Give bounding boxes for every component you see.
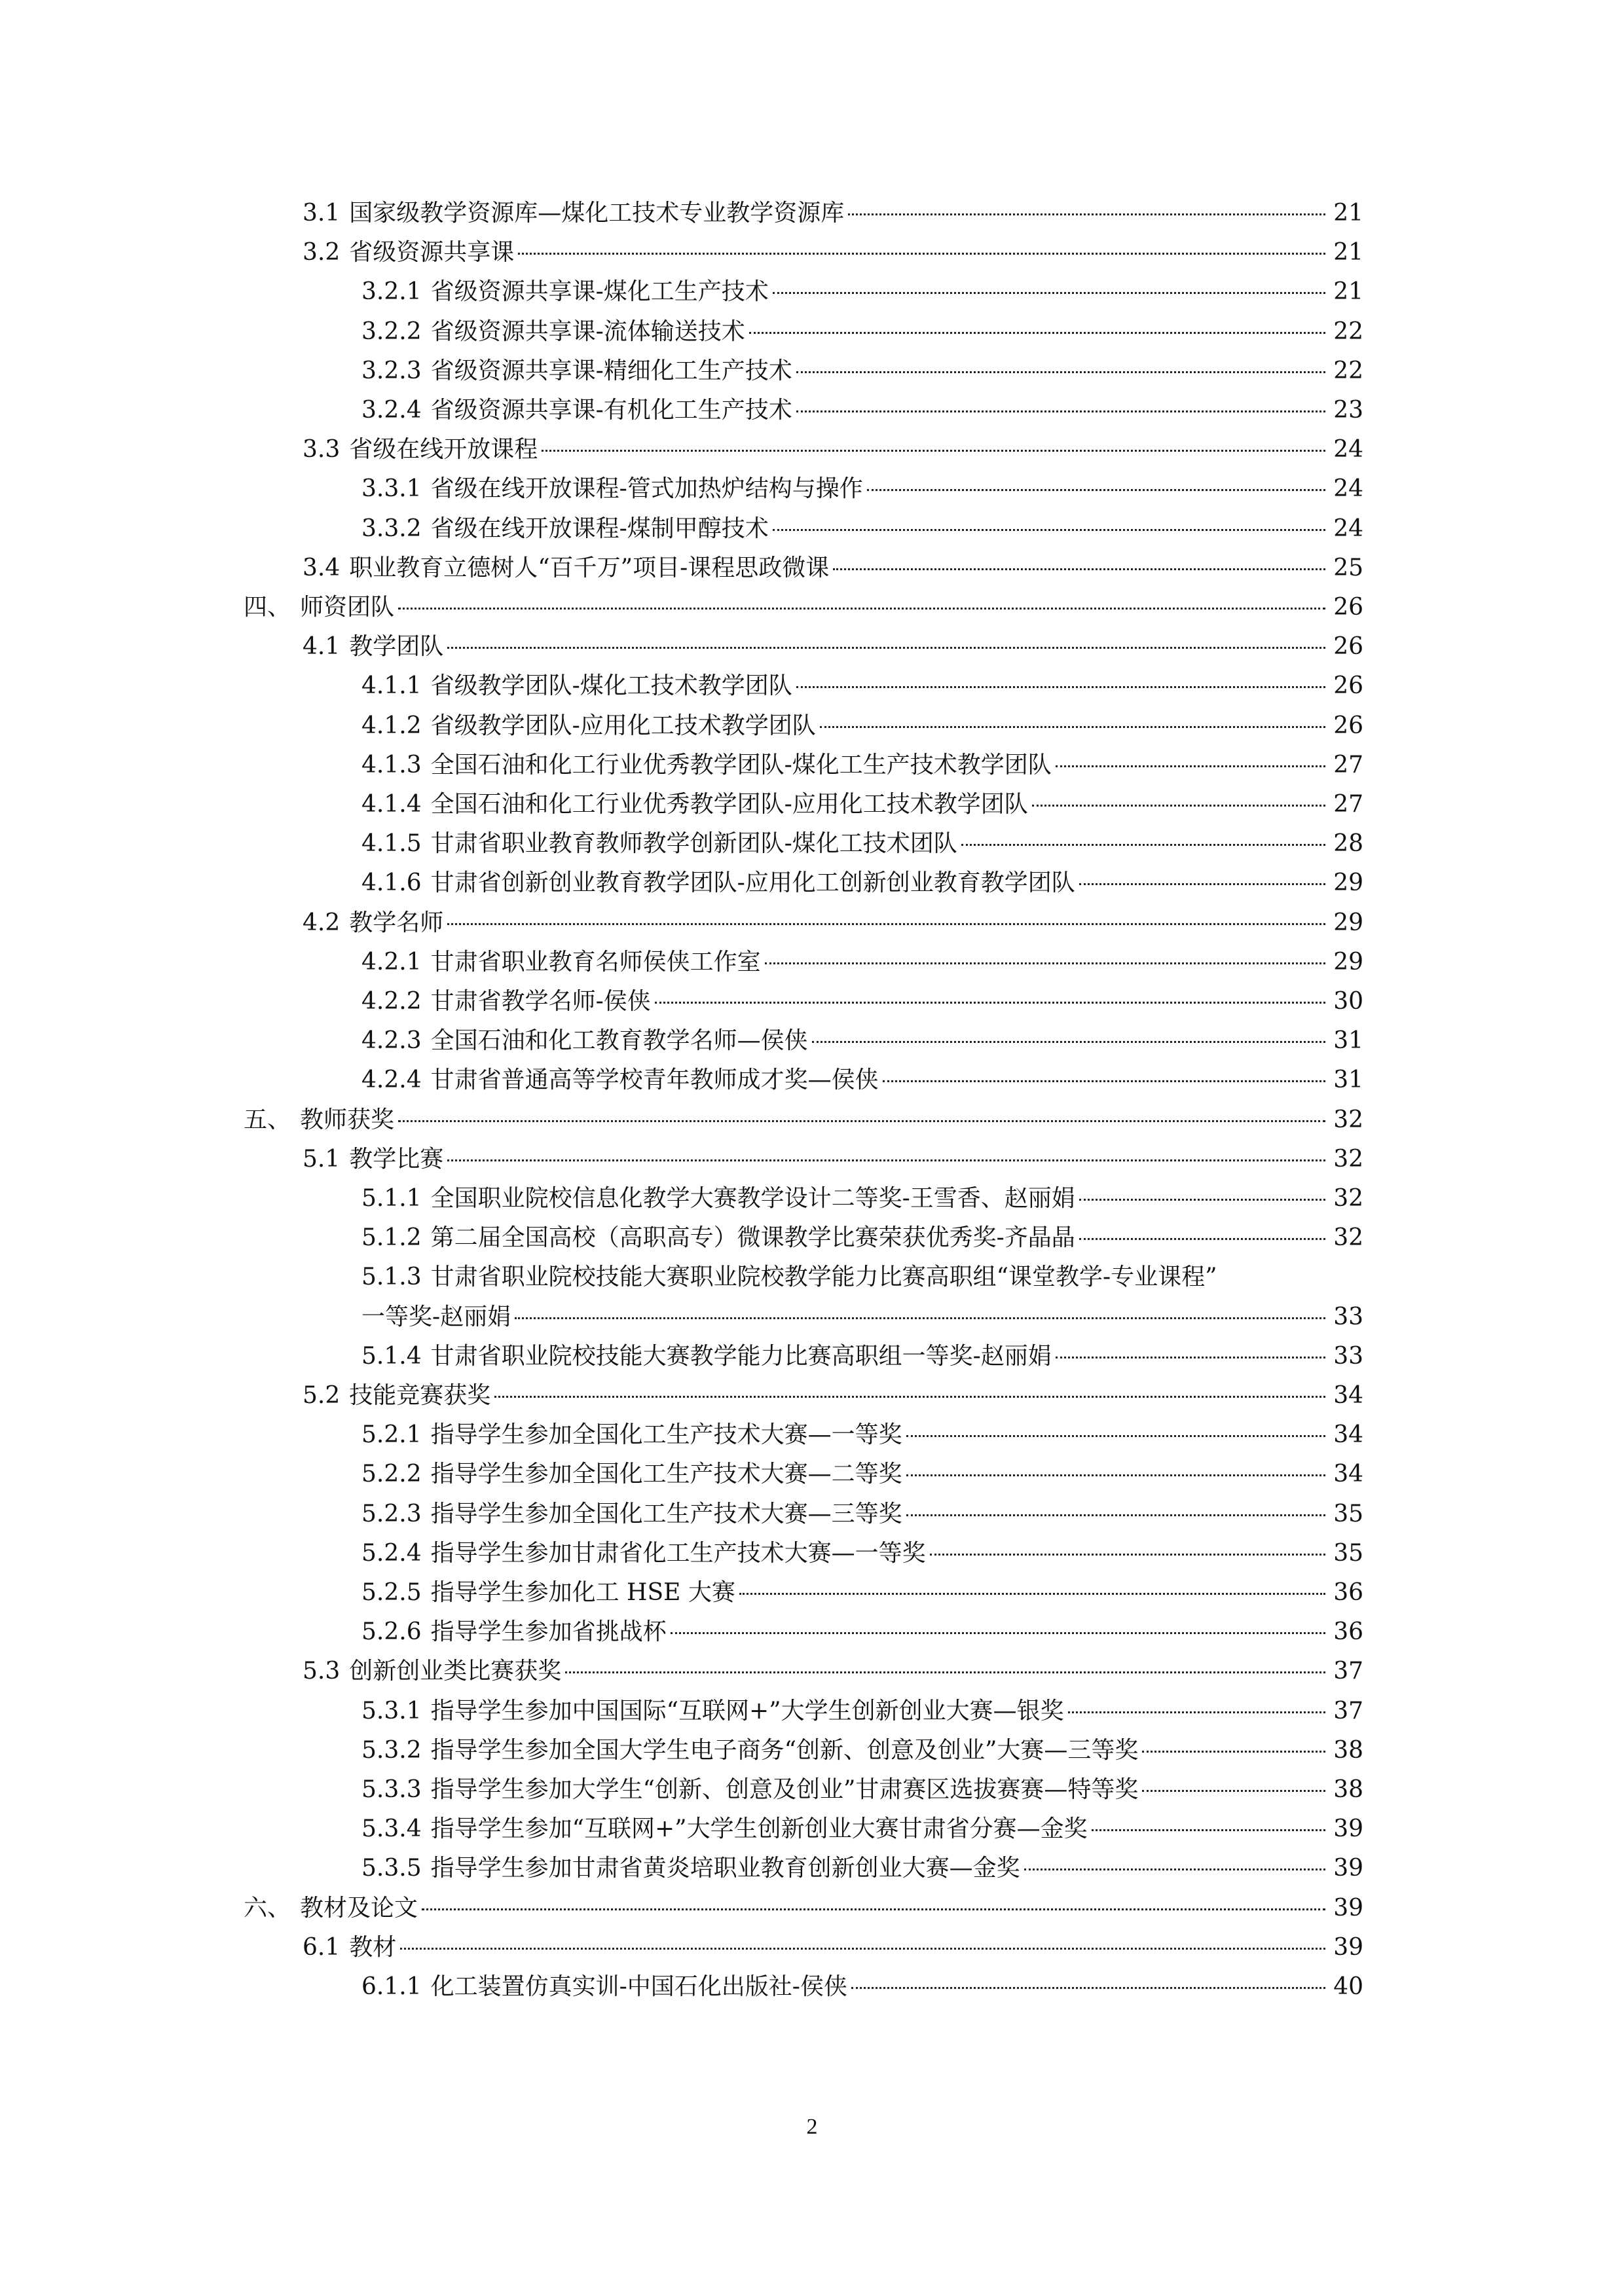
toc-dot-leader (1079, 1238, 1325, 1240)
toc-page-number: 29 (1333, 948, 1363, 975)
toc-section-title: 教学比赛 (349, 1145, 444, 1173)
toc-section-title: 甘肃省职业院校技能大赛教学能力比赛高职组一等奖-赵丽娟 (430, 1342, 1052, 1370)
toc-dot-leader (739, 1593, 1325, 1595)
toc-page-number: 32 (1333, 1145, 1363, 1173)
toc-section-number: 5.2.6 (361, 1618, 422, 1646)
toc-dot-leader (773, 292, 1325, 294)
toc-row (361, 1021, 1363, 1061)
toc-dot-leader (1079, 883, 1325, 885)
toc-dot-leader (851, 1987, 1325, 1989)
toc-row (361, 706, 1363, 746)
toc-dot-leader (1092, 1829, 1325, 1831)
toc-dot-leader (447, 1159, 1325, 1161)
toc-entry[interactable] (0, 312, 1624, 352)
toc-section-number: 4.1.4 (361, 791, 422, 818)
toc-row (361, 864, 1363, 903)
toc-dot-leader (833, 568, 1325, 570)
toc-row (303, 903, 1363, 943)
toc-section-number: 4.1.6 (361, 869, 422, 897)
toc-dot-leader (796, 410, 1325, 412)
toc-section-title: 省级资源共享课-有机化工生产技术 (430, 397, 792, 424)
toc-row (361, 1415, 1363, 1455)
toc-dot-leader (906, 1514, 1325, 1516)
toc-section-number: 5.3.5 (361, 1855, 422, 1882)
toc-row (244, 1889, 1363, 1928)
toc-page-number: 37 (1333, 1697, 1363, 1724)
toc-section-title: 国家级教学资源库—煤化工技术专业教学资源库 (349, 200, 845, 227)
toc-dot-leader (655, 1002, 1325, 1004)
toc-row (303, 1140, 1363, 1179)
toc-row (361, 352, 1363, 391)
toc-dot-leader (494, 1396, 1325, 1398)
toc-entry[interactable] (0, 588, 1624, 627)
toc-dot-leader (883, 1080, 1325, 1082)
toc-entry[interactable] (0, 1573, 1624, 1613)
toc-section-number: 3.2.1 (361, 278, 422, 306)
toc-entry[interactable] (0, 1810, 1624, 1849)
toc-section-title: 甘肃省教学名师-侯侠 (430, 988, 651, 1015)
toc-dot-leader (1056, 765, 1325, 767)
toc-row (303, 1652, 1363, 1691)
toc-section-number: 3.3.2 (361, 515, 422, 542)
toc-section-title: 指导学生参加化工 HSE 大赛 (430, 1579, 735, 1606)
toc-section-number: 5.3.4 (361, 1815, 422, 1843)
toc-row (361, 1770, 1363, 1810)
toc-dot-leader (796, 371, 1325, 373)
toc-page-number: 34 (1333, 1461, 1363, 1488)
toc-section-title: 全国石油和化工行业优秀教学团队-煤化工生产技术教学团队 (430, 751, 1052, 778)
toc-page-number: 39 (1333, 1815, 1363, 1843)
toc-section-title: 第二届全国高校（高职高专）微课教学比赛荣获优秀奖-齐晶晶 (430, 1224, 1075, 1252)
toc-row (361, 1731, 1363, 1770)
toc-page-number: 32 (1333, 1185, 1363, 1212)
toc-row (303, 549, 1363, 588)
toc-dot-leader (906, 1474, 1325, 1476)
toc-page-number: 39 (1333, 1855, 1363, 1882)
toc-section-number: 5.2.1 (361, 1421, 422, 1449)
toc-page-number: 32 (1333, 1224, 1363, 1252)
toc-dot-leader (1032, 805, 1325, 807)
toc-dot-leader (1079, 1199, 1325, 1201)
toc-dot-leader (848, 213, 1325, 215)
toc-row (361, 469, 1363, 509)
toc-dot-leader (447, 647, 1325, 649)
toc-section-number: 3.2.2 (361, 318, 422, 345)
toc-section-title: 全国石油和化工教育教学名师—侯侠 (430, 1027, 808, 1055)
toc-row (361, 272, 1363, 312)
toc-section-title: 化工装置仿真实训-中国石化出版社-侯侠 (430, 1973, 847, 2000)
toc-row (361, 1298, 1363, 1337)
toc-row (361, 1849, 1363, 1888)
toc-page-number: 32 (1333, 1106, 1363, 1133)
toc-entry[interactable] (0, 549, 1624, 588)
toc-dot-leader (565, 1671, 1325, 1673)
toc-page-number: 40 (1333, 1973, 1363, 2000)
toc-row (361, 1613, 1363, 1652)
toc-row (361, 1810, 1363, 1849)
toc-page-number: 26 (1333, 712, 1363, 739)
toc-page-number: 38 (1333, 1736, 1363, 1764)
toc-dot-leader (961, 844, 1325, 846)
toc-dot-leader (1068, 1711, 1325, 1713)
toc-section-title: 教材 (349, 1933, 397, 1961)
toc-entry[interactable] (0, 1218, 1624, 1258)
toc-entry[interactable] (0, 1337, 1624, 1376)
toc-entry[interactable] (0, 785, 1624, 824)
toc-page-number: 21 (1333, 200, 1363, 227)
toc-section-number: 3.2 (303, 239, 341, 266)
toc-entry[interactable] (0, 469, 1624, 509)
toc-entry[interactable] (0, 1849, 1624, 1888)
toc-entry[interactable] (0, 1140, 1624, 1179)
toc-entry[interactable] (0, 982, 1624, 1021)
toc-row (303, 233, 1363, 272)
toc-page-number: 37 (1333, 1658, 1363, 1685)
toc-section-number: 5.1.4 (361, 1342, 422, 1370)
toc-page-number: 31 (1333, 1066, 1363, 1094)
toc-page-number: 36 (1333, 1579, 1363, 1606)
toc-section-title: 省级在线开放课程 (349, 436, 538, 464)
toc-section-title: 甘肃省普通高等学校青年教师成才奖—侯侠 (430, 1066, 879, 1094)
toc-section-title: 省级教学团队-应用化工技术教学团队 (430, 712, 816, 739)
toc-entry[interactable] (0, 1889, 1624, 1928)
toc-section-number: 5.2.5 (361, 1579, 422, 1606)
toc-entry[interactable] (0, 706, 1624, 746)
toc-entry[interactable] (0, 1967, 1624, 2007)
toc-entry[interactable] (0, 352, 1624, 391)
toc-row (361, 1967, 1363, 2007)
toc-section-number: 4.1.3 (361, 751, 422, 778)
toc-page-number: 27 (1333, 791, 1363, 818)
toc-section-number: 4.2 (303, 909, 341, 936)
toc-row (303, 194, 1363, 233)
toc-dot-leader (867, 489, 1325, 491)
toc-section-number: 五、 (244, 1106, 291, 1133)
toc-entry[interactable] (0, 1061, 1624, 1100)
toc-entry[interactable] (0, 233, 1624, 272)
toc-page-number: 35 (1333, 1539, 1363, 1567)
toc-section-number: 3.4 (303, 554, 341, 581)
toc-section-number: 4.1.2 (361, 712, 422, 739)
toc-section-number: 4.2.4 (361, 1066, 422, 1094)
toc-row (361, 1692, 1363, 1731)
toc-page-number: 31 (1333, 1027, 1363, 1055)
toc-section-title: 教学名师 (349, 909, 444, 936)
toc-section-title: 指导学生参加中国国际“互联网+”大学生创新创业大赛—银奖 (430, 1697, 1064, 1724)
toc-section-title: 省级资源共享课 (349, 239, 515, 266)
toc-page-number: 33 (1333, 1303, 1363, 1330)
toc-section-title: 甘肃省创新创业教育教学团队-应用化工创新创业教育教学团队 (430, 869, 1075, 897)
toc-entry[interactable] (0, 194, 1624, 233)
toc-page-number: 21 (1333, 239, 1363, 266)
toc-row (361, 666, 1363, 706)
toc-section-title: 指导学生参加甘肃省黄炎培职业教育创新创业大赛—金奖 (430, 1855, 1020, 1882)
toc-section-title: 全国石油和化工行业优秀教学团队-应用化工技术教学团队 (430, 791, 1028, 818)
toc-dot-leader (1056, 1357, 1325, 1358)
toc-section-title: 省级在线开放课程-煤制甲醇技术 (430, 515, 769, 542)
toc-row (361, 509, 1363, 549)
toc-entry[interactable] (0, 430, 1624, 469)
toc-entry[interactable] (0, 864, 1624, 903)
toc-entry[interactable] (0, 1258, 1624, 1297)
toc-section-title: 甘肃省职业教育教师教学创新团队-煤化工技术团队 (430, 830, 957, 858)
page-number: 2 (806, 2115, 818, 2139)
toc-section-number: 3.2.3 (361, 357, 422, 384)
toc-page-number: 36 (1333, 1618, 1363, 1646)
toc-dot-leader (400, 1948, 1325, 1950)
toc-dot-leader (1142, 1790, 1325, 1792)
toc-entry[interactable] (0, 1613, 1624, 1652)
toc-section-title: 省级在线开放课程-管式加热炉结构与操作 (430, 475, 863, 503)
toc-page-number: 34 (1333, 1382, 1363, 1409)
toc-page-number: 35 (1333, 1500, 1363, 1527)
toc-dot-leader (1142, 1751, 1325, 1753)
toc-entry[interactable] (0, 1021, 1624, 1061)
toc-dot-leader (398, 608, 1325, 610)
toc-dot-leader (749, 332, 1325, 334)
toc-row (303, 1376, 1363, 1415)
toc-entry[interactable] (0, 509, 1624, 549)
toc-page-number: 38 (1333, 1776, 1363, 1803)
toc-section-title: 省级教学团队-煤化工技术教学团队 (430, 672, 792, 700)
toc-dot-leader (398, 1120, 1325, 1122)
toc-page-number: 30 (1333, 988, 1363, 1015)
toc-dot-leader (518, 253, 1325, 255)
toc-entry[interactable] (0, 1495, 1624, 1534)
toc-section-title: 创新创业类比赛获奖 (349, 1658, 562, 1685)
toc-row (361, 1534, 1363, 1573)
toc-row (361, 824, 1363, 864)
toc-section-title: 指导学生参加全国化工生产技术大赛—一等奖 (430, 1421, 902, 1449)
toc-page-number: 23 (1333, 397, 1363, 424)
toc-dot-leader (930, 1554, 1325, 1556)
toc-row (361, 1455, 1363, 1494)
toc-dot-leader (447, 923, 1325, 925)
toc-page-number: 29 (1333, 869, 1363, 897)
toc-entry[interactable] (0, 627, 1624, 666)
toc-entry[interactable] (0, 1928, 1624, 1967)
toc-section-number: 5.2.4 (361, 1539, 422, 1567)
toc-section-title: 指导学生参加大学生“创新、创意及创业”甘肃赛区选拔赛赛—特等奖 (430, 1776, 1139, 1803)
toc-dot-leader (542, 450, 1325, 452)
toc-dot-leader (773, 529, 1325, 531)
toc-section-number: 3.3.1 (361, 475, 422, 503)
toc-entry[interactable] (0, 1455, 1624, 1494)
toc-entry[interactable] (0, 1298, 1624, 1337)
toc-dot-leader (820, 726, 1325, 728)
toc-section-number: 5.3 (303, 1658, 341, 1685)
toc-row (361, 785, 1363, 824)
toc-page-number: 29 (1333, 909, 1363, 936)
toc-entry[interactable] (0, 666, 1624, 706)
toc-page-number: 24 (1333, 436, 1363, 464)
toc-row (361, 982, 1363, 1021)
toc-row (244, 1101, 1363, 1140)
toc-section-title: 教学团队 (349, 633, 444, 661)
toc-page-number: 22 (1333, 357, 1363, 384)
toc-dot-leader (812, 1041, 1325, 1043)
toc-entry[interactable] (0, 1731, 1624, 1770)
toc-section-title: 师资团队 (300, 594, 395, 621)
toc-page-number: 22 (1333, 318, 1363, 345)
toc-row (303, 1928, 1363, 1967)
toc-page-number: 39 (1333, 1933, 1363, 1961)
toc-section-title: 技能竞赛获奖 (349, 1382, 491, 1409)
toc-section-title: 指导学生参加甘肃省化工生产技术大赛—一等奖 (430, 1539, 926, 1567)
toc-section-number: 5.2.2 (361, 1461, 422, 1488)
toc-section-number: 3.2.4 (361, 397, 422, 424)
toc-dot-leader (422, 1908, 1325, 1910)
toc-page-number: 24 (1333, 515, 1363, 542)
toc-section-title: 指导学生参加省挑战杯 (430, 1618, 667, 1646)
toc-section-number: 4.2.1 (361, 948, 422, 975)
toc-section-number: 3.1 (303, 200, 341, 227)
toc-row (361, 1337, 1363, 1376)
toc-row (361, 1495, 1363, 1534)
toc-entry[interactable] (0, 1770, 1624, 1810)
toc-entry[interactable] (0, 1415, 1624, 1455)
toc-page-number: 21 (1333, 278, 1363, 306)
toc-section-title: 甘肃省职业教育名师侯侠工作室 (430, 948, 761, 975)
toc-row (361, 1573, 1363, 1613)
toc-dot-leader (765, 962, 1325, 964)
toc-row (303, 627, 1363, 666)
toc-section-number: 5.3.2 (361, 1736, 422, 1764)
toc-row (361, 943, 1363, 982)
toc-entry[interactable] (0, 272, 1624, 312)
toc-row (361, 1061, 1363, 1100)
toc-page-number: 28 (1333, 830, 1363, 858)
toc-page-number: 26 (1333, 594, 1363, 621)
toc-entry[interactable] (0, 1692, 1624, 1731)
toc-dot-leader (1024, 1868, 1325, 1870)
toc-row (361, 1258, 1363, 1297)
toc-section-title: 省级资源共享课-煤化工生产技术 (430, 278, 769, 306)
toc-section-number: 6.1 (303, 1933, 341, 1961)
toc-entry[interactable] (0, 1376, 1624, 1415)
toc-section-number: 四、 (244, 594, 291, 621)
toc-page-number: 26 (1333, 633, 1363, 661)
toc-dot-leader (796, 686, 1325, 688)
toc-entry[interactable] (0, 824, 1624, 864)
toc-section-title: 指导学生参加全国化工生产技术大赛—三等奖 (430, 1500, 902, 1527)
toc-section-number: 6.1.1 (361, 1973, 422, 2000)
toc-row (361, 391, 1363, 430)
toc-section-number: 5.3.3 (361, 1776, 422, 1803)
toc-dot-leader (671, 1632, 1325, 1634)
toc-row (361, 312, 1363, 352)
toc-section-title: 省级资源共享课-流体输送技术 (430, 318, 745, 345)
toc-section-number: 3.3 (303, 436, 341, 464)
toc-section-title: 教师获奖 (300, 1106, 395, 1133)
toc-section-number: 4.1.1 (361, 672, 422, 700)
toc-page-number: 25 (1333, 554, 1363, 581)
toc-page-number: 26 (1333, 672, 1363, 700)
toc-entry[interactable] (0, 1534, 1624, 1573)
toc-section-title: 甘肃省职业院校技能大赛职业院校教学能力比赛高职组“课堂教学-专业课程” (430, 1264, 1217, 1291)
toc-section-title: 全国职业院校信息化教学大赛教学设计二等奖-王雪香、赵丽娟 (430, 1185, 1075, 1212)
toc-dot-leader (906, 1435, 1325, 1437)
toc-section-title: 指导学生参加全国大学生电子商务“创新、创意及创业”大赛—三等奖 (430, 1736, 1139, 1764)
toc-section-title: 指导学生参加“互联网+”大学生创新创业大赛甘肃省分赛—金奖 (430, 1815, 1088, 1843)
toc-section-number: 4.1 (303, 633, 341, 661)
toc-section-title: 一等奖-赵丽娟 (361, 1303, 511, 1330)
toc-entry[interactable] (0, 746, 1624, 785)
toc-section-number: 六、 (244, 1894, 291, 1922)
toc-section-number: 5.3.1 (361, 1697, 422, 1724)
toc-section-number: 5.1.3 (361, 1264, 422, 1291)
toc-page-number: 24 (1333, 475, 1363, 503)
toc-row (303, 430, 1363, 469)
toc-page-number: 27 (1333, 751, 1363, 778)
toc-entry[interactable] (0, 1652, 1624, 1691)
toc-entry[interactable] (0, 903, 1624, 943)
toc-section-title: 省级资源共享课-精细化工生产技术 (430, 357, 792, 384)
toc-section-number: 5.1.1 (361, 1185, 422, 1212)
toc-row (361, 1218, 1363, 1258)
toc-entry[interactable] (0, 1101, 1624, 1140)
toc-entry[interactable] (0, 391, 1624, 430)
toc-section-number: 5.1 (303, 1145, 341, 1173)
toc-section-number: 4.1.5 (361, 830, 422, 858)
toc-section-number: 4.2.2 (361, 988, 422, 1015)
toc-page-number: 33 (1333, 1342, 1363, 1370)
toc-section-number: 5.2.3 (361, 1500, 422, 1527)
toc-section-title: 指导学生参加全国化工生产技术大赛—二等奖 (430, 1461, 902, 1488)
toc-section-number: 5.2 (303, 1382, 341, 1409)
toc-row (244, 588, 1363, 627)
toc-entry[interactable] (0, 1179, 1624, 1218)
toc-section-title: 教材及论文 (300, 1894, 418, 1922)
toc-page-number: 39 (1333, 1894, 1363, 1922)
toc-row (361, 746, 1363, 785)
toc-section-title: 职业教育立德树人“百千万”项目-课程思政微课 (349, 554, 830, 581)
toc-entry[interactable] (0, 943, 1624, 982)
toc-row (361, 1179, 1363, 1218)
toc-section-number: 5.1.2 (361, 1224, 422, 1252)
toc-dot-leader (515, 1317, 1325, 1319)
toc-section-number: 4.2.3 (361, 1027, 422, 1055)
toc-page-number: 34 (1333, 1421, 1363, 1449)
